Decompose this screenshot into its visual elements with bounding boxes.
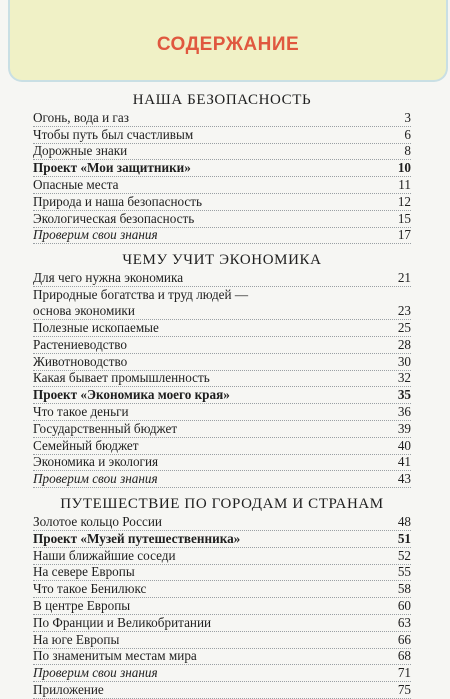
toc-entry[interactable]: [33, 194, 411, 211]
toc-entry[interactable]: [33, 548, 411, 565]
toc-entry-page: 3: [404, 109, 411, 125]
toc-entry[interactable]: [33, 531, 411, 548]
toc-entry-page: 30: [397, 353, 411, 369]
toc-entry-page: 35: [397, 387, 411, 403]
toc-entry[interactable]: [33, 110, 411, 127]
toc-entry[interactable]: [33, 632, 411, 649]
toc-entry[interactable]: [33, 615, 411, 632]
toc-entry[interactable]: [33, 177, 411, 194]
toc-entry-label: Государственный бюджет: [33, 420, 178, 436]
toc-entry-page: 25: [397, 319, 411, 335]
toc-entry[interactable]: [33, 598, 411, 615]
toc-entry-page: 48: [397, 513, 411, 529]
table-of-contents: [33, 88, 411, 699]
toc-entry-label: Семейный бюджет: [33, 437, 139, 453]
toc-entry[interactable]: [33, 438, 411, 455]
section-title: ПУТЕШЕСТВИЕ ПО ГОРОДАМ И СТРАНАМ: [60, 496, 384, 513]
toc-entry-page: 66: [397, 631, 411, 647]
toc-entry[interactable]: [33, 682, 411, 699]
toc-entry-label: Что такое Бенилюкс: [33, 581, 147, 597]
header-banner: [8, 0, 448, 82]
section-title: НАША БЕЗОПАСНОСТЬ: [132, 92, 312, 108]
toc-entry-page: 75: [397, 681, 411, 697]
toc-entry-label: Проверим свои знания: [33, 471, 158, 487]
toc-entry[interactable]: [33, 387, 411, 404]
toc-entry-label: Животноводство: [33, 353, 128, 369]
toc-entry-label: На севере Европы: [33, 564, 135, 580]
toc-entry[interactable]: [33, 127, 411, 144]
toc-entry[interactable]: [33, 354, 411, 371]
toc-entry-label: Экономика и экология: [33, 454, 159, 470]
toc-entry-label: Какая бывает промышленность: [33, 370, 210, 386]
toc-entry-label: Полезные ископаемые: [33, 319, 159, 335]
toc-entry-label: Огонь, вода и газ: [33, 109, 129, 125]
toc-entry[interactable]: [33, 144, 411, 161]
toc-entry-label: По Франции и Великобритании: [33, 614, 212, 630]
toc-entry[interactable]: [33, 371, 411, 388]
toc-entry-page: 11: [398, 176, 411, 192]
toc-entry[interactable]: [33, 665, 411, 682]
toc-entry-page: 39: [397, 420, 411, 436]
toc-entry-label: Опасные места: [33, 176, 119, 192]
toc-entry-page: 10: [397, 160, 411, 176]
toc-entry-label: Проект «Музей путешественника»: [33, 530, 241, 546]
toc-entry-page: 32: [397, 370, 411, 386]
toc-entry-label: Природа и наша безопасность: [33, 193, 203, 209]
toc-entry[interactable]: [33, 421, 411, 438]
section-title: ЧЕМУ УЧИТ ЭКОНОМИКА: [122, 252, 322, 269]
page-title: СОДЕРЖАНИЕ: [156, 34, 300, 55]
toc-entry-page: 52: [397, 547, 411, 563]
toc-entry-page: 60: [397, 597, 411, 613]
toc-entry-page: 6: [404, 126, 411, 142]
toc-entry[interactable]: [33, 455, 411, 472]
toc-entry[interactable]: [33, 404, 411, 421]
toc-entry[interactable]: [33, 565, 411, 582]
toc-entry-page: 12: [397, 193, 411, 209]
toc-entry-page: 40: [397, 437, 411, 453]
toc-entry-page: 71: [397, 665, 411, 681]
toc-entry-label: Проект «Экономика моего края»: [33, 387, 230, 403]
toc-entry-label: На юге Европы: [33, 631, 120, 647]
toc-entry[interactable]: [33, 649, 411, 666]
toc-entry-page: 28: [397, 336, 411, 352]
toc-entry-label: Для чего нужна экономика: [33, 270, 184, 286]
toc-entry-label: Экологическая безопасность: [33, 210, 195, 226]
toc-entry-page: 63: [397, 614, 411, 630]
toc-entry-page: 58: [397, 581, 411, 597]
toc-entry-label: Чтобы путь был счастливым: [33, 126, 194, 142]
toc-entry-page: 23: [397, 303, 411, 319]
toc-entry[interactable]: [33, 514, 411, 531]
toc-entry-label-continued: основа экономики: [33, 303, 135, 319]
toc-entry-label: Приложение: [33, 681, 104, 697]
toc-entry[interactable]: [33, 228, 411, 245]
toc-entry-page: 8: [404, 143, 411, 159]
toc-entry-page: 55: [397, 564, 411, 580]
toc-entry[interactable]: [33, 160, 411, 177]
toc-entry[interactable]: [33, 337, 411, 354]
toc-entry-page: 17: [397, 227, 411, 243]
toc-entry[interactable]: [33, 581, 411, 598]
toc-entry-label: Растениеводство: [33, 336, 128, 352]
toc-entry-label: По знаменитым местам мира: [33, 648, 197, 664]
toc-entry[interactable]: [33, 320, 411, 337]
toc-entry-label: Золотое кольцо России: [33, 513, 162, 529]
toc-entry-page: 51: [397, 530, 411, 546]
toc-entry-page: 43: [397, 471, 411, 487]
toc-entry-label: Что такое деньги: [33, 403, 129, 419]
toc-entry-page: 21: [397, 270, 411, 286]
toc-entry-label: Дорожные знаки: [33, 143, 128, 159]
toc-entry[interactable]: [33, 270, 411, 287]
toc-entry-page: 68: [397, 648, 411, 664]
toc-entry-page: 41: [397, 454, 411, 470]
toc-entry-label: Проверим свои знания: [33, 665, 158, 681]
toc-entry-label: Природные богатства и труд людей —: [33, 287, 249, 303]
toc-entry[interactable]: [33, 287, 411, 320]
toc-entry-label: В центре Европы: [33, 597, 131, 613]
toc-entry-page: 36: [397, 403, 411, 419]
toc-entry[interactable]: [33, 471, 411, 488]
toc-entry-page: 15: [397, 210, 411, 226]
toc-entry-label: Проект «Мои защитники»: [33, 160, 191, 176]
toc-entry-label: Проверим свои знания: [33, 227, 158, 243]
toc-entry[interactable]: [33, 211, 411, 228]
toc-entry-label: Наши ближайшие соседи: [33, 547, 176, 563]
